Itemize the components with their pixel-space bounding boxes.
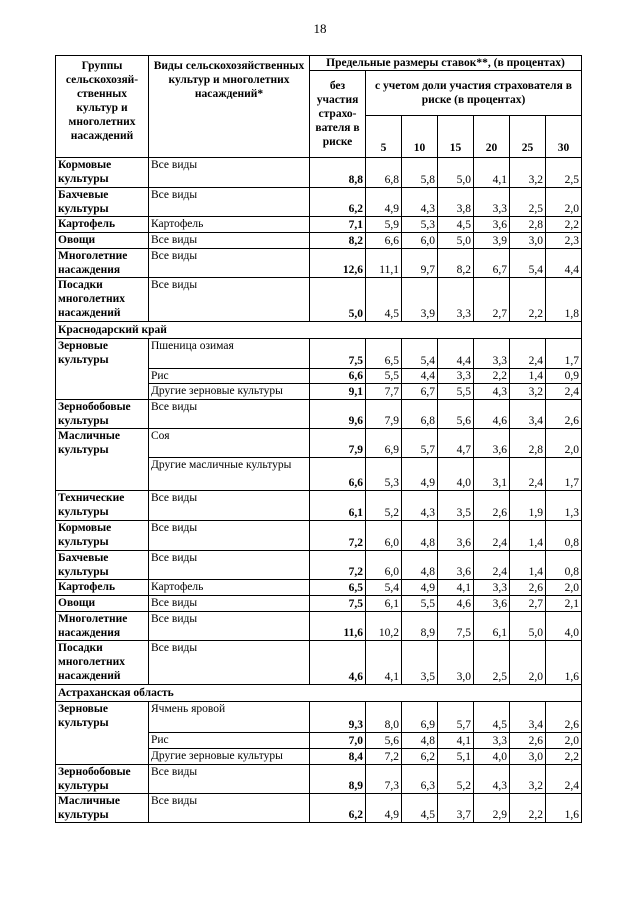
crop-kind-cell: Все виды: [149, 612, 310, 641]
share-rate-cell: 6,7: [402, 384, 438, 400]
share-rate-cell: 2,4: [510, 339, 546, 369]
crop-kind-cell: Все виды: [149, 233, 310, 249]
share-rate-cell: 2,0: [546, 733, 582, 749]
base-rate-cell: 6,2: [310, 188, 366, 217]
base-rate-cell: 4,6: [310, 641, 366, 685]
share-rate-cell: 4,4: [438, 339, 474, 369]
share-rate-cell: 9,7: [402, 249, 438, 278]
share-rate-cell: 5,4: [402, 339, 438, 369]
crop-group-cell: Овощи: [56, 233, 149, 249]
crop-group-cell: Овощи: [56, 596, 149, 612]
share-rate-cell: 2,0: [546, 580, 582, 596]
table-body: [56, 158, 582, 823]
share-rate-cell: 4,8: [402, 733, 438, 749]
share-rate-cell: 4,9: [366, 794, 402, 823]
share-rate-cell: 2,1: [546, 596, 582, 612]
share-rate-cell: 1,6: [546, 641, 582, 685]
table-row: [56, 217, 582, 233]
share-rate-cell: 5,2: [366, 491, 402, 521]
table-row: [56, 158, 582, 188]
share-rate-cell: 4,0: [546, 612, 582, 641]
share-rate-cell: 5,7: [402, 429, 438, 458]
share-rate-cell: 4,4: [546, 249, 582, 278]
share-rate-cell: 6,2: [402, 749, 438, 765]
share-rate-cell: 3,2: [510, 158, 546, 188]
page-number: 18: [313, 21, 327, 36]
region-row: [56, 322, 582, 339]
crop-kind-cell: Все виды: [149, 794, 310, 823]
share-rate-cell: 3,0: [510, 233, 546, 249]
share-rate-cell: 1,3: [546, 491, 582, 521]
share-rate-cell: 4,1: [438, 580, 474, 596]
share-rate-cell: 7,3: [366, 765, 402, 794]
share-rate-cell: 5,4: [366, 580, 402, 596]
share-rate-cell: 5,1: [438, 749, 474, 765]
share-rate-cell: 2,2: [510, 794, 546, 823]
base-rate-cell: 9,3: [310, 702, 366, 733]
crop-kind-cell: Все виды: [149, 765, 310, 794]
crop-group-cell: Зернобобовые культуры: [56, 400, 149, 429]
crop-kind-cell: Ячмень яровой: [149, 702, 310, 733]
share-rate-cell: 5,2: [438, 765, 474, 794]
crop-group-cell: Многолетние насаждения: [56, 249, 149, 278]
share-rate-cell: 2,5: [546, 158, 582, 188]
base-rate-cell: 9,6: [310, 400, 366, 429]
share-rate-cell: 4,5: [474, 702, 510, 733]
table-row: [56, 702, 582, 733]
share-rate-cell: 5,0: [510, 612, 546, 641]
share-rate-cell: 3,6: [474, 596, 510, 612]
crop-kind-cell: Все виды: [149, 596, 310, 612]
base-rate-cell: 7,2: [310, 521, 366, 551]
header-share-20: 20: [474, 116, 510, 158]
share-rate-cell: 3,4: [510, 400, 546, 429]
table-row: [56, 765, 582, 794]
base-rate-cell: 7,5: [310, 339, 366, 369]
base-rate-cell: 6,6: [310, 369, 366, 384]
table-row: [56, 278, 582, 322]
crop-kind-cell: Другие зерновые культуры: [149, 749, 310, 765]
table-row: [56, 400, 582, 429]
crop-kind-cell: Все виды: [149, 641, 310, 685]
crop-group-cell: Масличные культуры: [56, 794, 149, 823]
base-rate-cell: 8,9: [310, 765, 366, 794]
base-rate-cell: 11,6: [310, 612, 366, 641]
share-rate-cell: 5,0: [438, 233, 474, 249]
share-rate-cell: 3,4: [510, 702, 546, 733]
share-rate-cell: 1,4: [510, 551, 546, 580]
share-rate-cell: 3,3: [474, 580, 510, 596]
table-row: [56, 339, 582, 369]
share-rate-cell: 3,6: [438, 551, 474, 580]
share-rate-cell: 3,9: [402, 278, 438, 322]
share-rate-cell: 3,6: [438, 521, 474, 551]
share-rate-cell: 2,5: [474, 641, 510, 685]
table-row: [56, 429, 582, 458]
share-rate-cell: 7,9: [366, 400, 402, 429]
crop-kind-cell: Все виды: [149, 521, 310, 551]
crop-group-cell: Бахчевые культуры: [56, 551, 149, 580]
share-rate-cell: 4,3: [474, 765, 510, 794]
share-rate-cell: 6,8: [402, 400, 438, 429]
header-share-30: 30: [546, 116, 582, 158]
crop-group-cell: Многолетние насаждения: [56, 612, 149, 641]
share-rate-cell: 4,7: [438, 429, 474, 458]
share-rate-cell: 7,7: [366, 384, 402, 400]
base-rate-cell: 12,6: [310, 249, 366, 278]
share-rate-cell: 5,5: [438, 384, 474, 400]
base-rate-cell: 7,2: [310, 551, 366, 580]
share-rate-cell: 2,3: [546, 233, 582, 249]
crop-group-cell: Посадки многолетних насаждений: [56, 278, 149, 322]
base-rate-cell: 6,5: [310, 580, 366, 596]
table-row: [56, 491, 582, 521]
header-group-column: Группы сельскохозяй-ственных культур и многолетних насаждений: [56, 56, 149, 158]
base-rate-cell: 7,5: [310, 596, 366, 612]
crop-group-cell: Технические культуры: [56, 491, 149, 521]
share-rate-cell: 2,2: [510, 278, 546, 322]
table-row: [56, 580, 582, 596]
base-rate-cell: 8,2: [310, 233, 366, 249]
share-rate-cell: 4,4: [402, 369, 438, 384]
table-row: [56, 551, 582, 580]
share-rate-cell: 4,1: [438, 733, 474, 749]
share-rate-cell: 5,7: [438, 702, 474, 733]
share-rate-cell: 3,3: [438, 278, 474, 322]
header-share-5: 5: [366, 116, 402, 158]
crop-kind-cell: Рис: [149, 369, 310, 384]
share-rate-cell: 3,0: [438, 641, 474, 685]
crop-kind-cell: Все виды: [149, 278, 310, 322]
share-rate-cell: 6,8: [366, 158, 402, 188]
table-header: [56, 56, 582, 158]
share-rate-cell: 2,7: [474, 278, 510, 322]
header-share-15: 15: [438, 116, 474, 158]
share-rate-cell: 4,3: [474, 384, 510, 400]
crop-kind-cell: Пшеница озимая: [149, 339, 310, 369]
base-rate-cell: 8,8: [310, 158, 366, 188]
table-row: [56, 233, 582, 249]
share-rate-cell: 5,6: [438, 400, 474, 429]
crop-kind-cell: Другие зерновые культуры: [149, 384, 310, 400]
share-rate-cell: 2,4: [510, 458, 546, 491]
share-rate-cell: 7,5: [438, 612, 474, 641]
table-row: [56, 596, 582, 612]
crop-kind-cell: Все виды: [149, 551, 310, 580]
share-rate-cell: 6,3: [402, 765, 438, 794]
share-rate-cell: 11,1: [366, 249, 402, 278]
share-rate-cell: 8,9: [402, 612, 438, 641]
share-rate-cell: 3,6: [474, 217, 510, 233]
share-rate-cell: 1,8: [546, 278, 582, 322]
share-rate-cell: 5,3: [402, 217, 438, 233]
region-title: Краснодарский край: [56, 322, 582, 339]
share-rate-cell: 2,8: [510, 429, 546, 458]
base-rate-cell: 5,0: [310, 278, 366, 322]
base-rate-cell: 8,4: [310, 749, 366, 765]
share-rate-cell: 2,5: [510, 188, 546, 217]
header-without-participation: без участия страхо-вателя в риске: [310, 71, 366, 158]
crop-kind-cell: Все виды: [149, 188, 310, 217]
share-rate-cell: 5,9: [366, 217, 402, 233]
share-rate-cell: 6,1: [366, 596, 402, 612]
base-rate-cell: 7,1: [310, 217, 366, 233]
share-rate-cell: 4,6: [438, 596, 474, 612]
table-row: [56, 521, 582, 551]
crop-group-cell: Кормовые культуры: [56, 521, 149, 551]
share-rate-cell: 6,1: [474, 612, 510, 641]
share-rate-cell: 5,8: [402, 158, 438, 188]
share-rate-cell: 3,8: [438, 188, 474, 217]
table-row: [56, 641, 582, 685]
share-rate-cell: 3,3: [474, 733, 510, 749]
table-row: [56, 612, 582, 641]
share-rate-cell: 3,1: [474, 458, 510, 491]
share-rate-cell: 4,9: [402, 580, 438, 596]
share-rate-cell: 5,0: [438, 158, 474, 188]
share-rate-cell: 5,3: [366, 458, 402, 491]
share-rate-cell: 3,6: [474, 429, 510, 458]
share-rate-cell: 4,8: [402, 521, 438, 551]
share-rate-cell: 5,5: [402, 596, 438, 612]
share-rate-cell: 6,5: [366, 339, 402, 369]
share-rate-cell: 3,3: [474, 339, 510, 369]
share-rate-cell: 1,7: [546, 339, 582, 369]
share-rate-cell: 5,4: [510, 249, 546, 278]
crop-kind-cell: Картофель: [149, 580, 310, 596]
share-rate-cell: 4,0: [474, 749, 510, 765]
share-rate-cell: 2,4: [474, 551, 510, 580]
share-rate-cell: 2,7: [510, 596, 546, 612]
share-rate-cell: 2,2: [546, 749, 582, 765]
table-row: [56, 188, 582, 217]
share-rate-cell: 6,7: [474, 249, 510, 278]
share-rate-cell: 3,0: [510, 749, 546, 765]
share-rate-cell: 3,3: [438, 369, 474, 384]
share-rate-cell: 4,9: [366, 188, 402, 217]
share-rate-cell: 1,6: [546, 794, 582, 823]
share-rate-cell: 4,6: [474, 400, 510, 429]
share-rate-cell: 6,0: [402, 233, 438, 249]
share-rate-cell: 4,3: [402, 491, 438, 521]
share-rate-cell: 2,6: [546, 702, 582, 733]
share-rate-cell: 5,5: [366, 369, 402, 384]
crop-group-cell: Посадки многолетних насаждений: [56, 641, 149, 685]
share-rate-cell: 2,8: [510, 217, 546, 233]
crop-kind-cell: Картофель: [149, 217, 310, 233]
share-rate-cell: 2,6: [474, 491, 510, 521]
share-rate-cell: 6,9: [402, 702, 438, 733]
share-rate-cell: 1,4: [510, 521, 546, 551]
share-rate-cell: 0,8: [546, 551, 582, 580]
base-rate-cell: 6,6: [310, 458, 366, 491]
crop-group-cell: Зерновые культуры: [56, 339, 149, 400]
share-rate-cell: 1,4: [510, 369, 546, 384]
share-rate-cell: 2,6: [546, 400, 582, 429]
share-rate-cell: 4,5: [438, 217, 474, 233]
base-rate-cell: 7,0: [310, 733, 366, 749]
share-rate-cell: 3,7: [438, 794, 474, 823]
table-row: [56, 794, 582, 823]
share-rate-cell: 2,0: [546, 429, 582, 458]
header-share-10: 10: [402, 116, 438, 158]
share-rate-cell: 8,0: [366, 702, 402, 733]
share-rate-cell: 2,9: [474, 794, 510, 823]
share-rate-cell: 7,2: [366, 749, 402, 765]
share-rate-cell: 4,1: [366, 641, 402, 685]
table-row: [56, 249, 582, 278]
base-rate-cell: 9,1: [310, 384, 366, 400]
header-rate-limits: Предельные размеры ставок**, (в процентах): [310, 56, 582, 71]
crop-kind-cell: Все виды: [149, 249, 310, 278]
share-rate-cell: 8,2: [438, 249, 474, 278]
share-rate-cell: 2,4: [474, 521, 510, 551]
crop-group-cell: Картофель: [56, 217, 149, 233]
crop-group-cell: Зерновые культуры: [56, 702, 149, 765]
share-rate-cell: 4,1: [474, 158, 510, 188]
share-rate-cell: 4,9: [402, 458, 438, 491]
insurance-rates-table: [55, 55, 582, 823]
region-row: [56, 685, 582, 702]
base-rate-cell: 6,2: [310, 794, 366, 823]
share-rate-cell: 2,0: [546, 188, 582, 217]
share-rate-cell: 2,2: [474, 369, 510, 384]
share-rate-cell: 3,2: [510, 384, 546, 400]
header-with-share: с учетом доли участия страхователя в риске (в процентах): [366, 71, 582, 116]
crop-group-cell: Зернобобовые культуры: [56, 765, 149, 794]
crop-group-cell: Бахчевые культуры: [56, 188, 149, 217]
share-rate-cell: 2,6: [510, 580, 546, 596]
base-rate-cell: 7,9: [310, 429, 366, 458]
header-kind-column: Виды сельскохозяйственных культур и многолетних насаждений*: [149, 56, 310, 158]
crop-group-cell: Кормовые культуры: [56, 158, 149, 188]
share-rate-cell: 1,7: [546, 458, 582, 491]
share-rate-cell: 6,9: [366, 429, 402, 458]
region-title: Астраханская область: [56, 685, 582, 702]
crop-kind-cell: Все виды: [149, 491, 310, 521]
share-rate-cell: 3,2: [510, 765, 546, 794]
share-rate-cell: 5,6: [366, 733, 402, 749]
share-rate-cell: 2,4: [546, 765, 582, 794]
share-rate-cell: 4,0: [438, 458, 474, 491]
crop-kind-cell: Все виды: [149, 400, 310, 429]
share-rate-cell: 10,2: [366, 612, 402, 641]
share-rate-cell: 0,9: [546, 369, 582, 384]
crop-kind-cell: Соя: [149, 429, 310, 458]
share-rate-cell: 3,5: [402, 641, 438, 685]
share-rate-cell: 2,0: [510, 641, 546, 685]
crop-kind-cell: Все виды: [149, 158, 310, 188]
base-rate-cell: 6,1: [310, 491, 366, 521]
crop-group-cell: Картофель: [56, 580, 149, 596]
share-rate-cell: 6,0: [366, 551, 402, 580]
share-rate-cell: 4,3: [402, 188, 438, 217]
share-rate-cell: 2,6: [510, 733, 546, 749]
crop-kind-cell: Другие масличные культуры: [149, 458, 310, 491]
share-rate-cell: 3,9: [474, 233, 510, 249]
share-rate-cell: 3,3: [474, 188, 510, 217]
share-rate-cell: 4,8: [402, 551, 438, 580]
share-rate-cell: 2,2: [546, 217, 582, 233]
crop-group-cell: Масличные культуры: [56, 429, 149, 491]
share-rate-cell: 6,6: [366, 233, 402, 249]
header-share-25: 25: [510, 116, 546, 158]
share-rate-cell: 0,8: [546, 521, 582, 551]
share-rate-cell: 1,9: [510, 491, 546, 521]
share-rate-cell: 2,4: [546, 384, 582, 400]
share-rate-cell: 6,0: [366, 521, 402, 551]
share-rate-cell: 3,5: [438, 491, 474, 521]
share-rate-cell: 4,5: [402, 794, 438, 823]
crop-kind-cell: Рис: [149, 733, 310, 749]
share-rate-cell: 4,5: [366, 278, 402, 322]
